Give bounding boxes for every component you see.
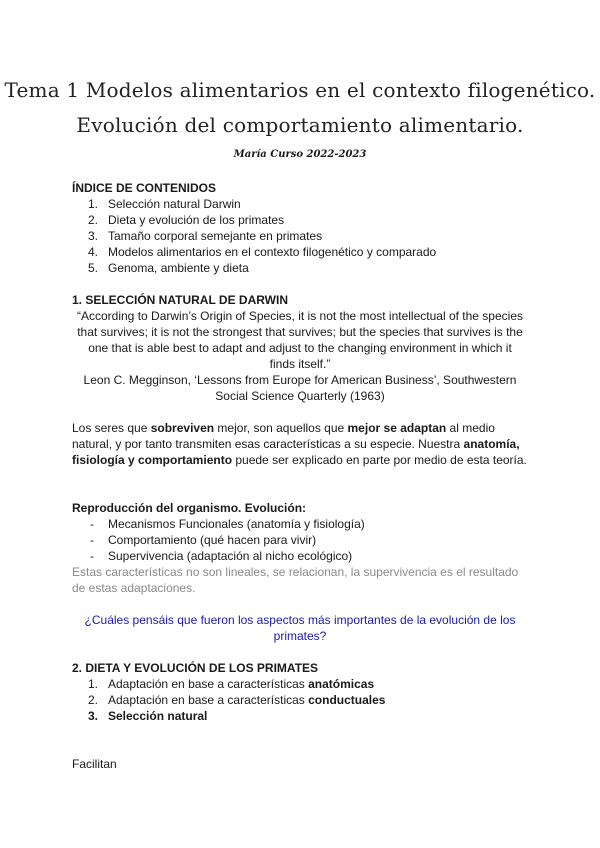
gray-note: Estas características no son lineales, se relacionan, la supervivencia es el resultado de estas adaptaciones. xyxy=(72,565,519,595)
list-item: - Comportamiento (qué hacen para vivir) xyxy=(90,533,317,547)
section-1-heading: 1. SELECCIÓN NATURAL DE DARWIN xyxy=(72,293,289,307)
index-list xyxy=(88,196,436,276)
reproduction-heading: Reproducción del organismo. Evolución: xyxy=(72,501,307,515)
index-item: 5. Genoma, ambiente y dieta xyxy=(88,261,249,275)
quote-citation: Leon C. Megginson, ‘Lessons from Europe for American Business’, Southwestern Social Science Quarterly (1963) xyxy=(83,373,517,403)
list-item: 2. Adaptación en base a características conductuales xyxy=(88,693,386,707)
section-2-list xyxy=(88,676,385,724)
darwin-quote: “According to Darwin’s Origin of Species, it is not the most intellectual of the species that survives; it is not the strongest that survives; but the species that survives is the one that is able best to adapt and adjust to the changing environment in which it finds itself.” xyxy=(77,309,523,371)
document-subtitle: María Curso 2022-2023 xyxy=(233,149,367,160)
index-heading: ÍNDICE DE CONTENIDOS xyxy=(72,181,217,195)
index-item: 3. Tamaño corporal semejante en primates xyxy=(88,229,323,243)
document-title-line-1: Tema 1 Modelos alimentarios en el contexto filogenético. xyxy=(4,78,596,102)
trailing-text: Facilitan xyxy=(72,757,117,771)
discussion-question: ¿Cuáles pensáis que fueron los aspectos más importantes de la evolución de los primates? xyxy=(84,613,516,643)
list-item: 1. Adaptación en base a características anatómicas xyxy=(88,677,375,691)
selection-paragraph: Los seres que sobreviven mejor, son aquellos que mejor se adaptan al medio natural, y por tanto transmiten esas características a su especie. Nuestra anatomía, fisiología y comportamiento puede ser explicado en parte por medio de esta teoría. xyxy=(72,421,527,467)
index-item: 2. Dieta y evolución de los primates xyxy=(88,213,285,227)
index-item: 4. Modelos alimentarios en el contexto filogenético y comparado xyxy=(88,245,437,259)
list-item: - Supervivencia (adaptación al nicho ecológico) xyxy=(90,549,353,563)
reproduction-list xyxy=(88,516,365,564)
list-item: 3. Selección natural xyxy=(88,709,208,723)
section-2-heading: 2. DIETA Y EVOLUCIÓN DE LOS PRIMATES xyxy=(72,661,319,675)
index-item: 1. Selección natural Darwin xyxy=(88,197,241,211)
list-item: - Mecanismos Funcionales (anatomía y fisiología) xyxy=(90,517,365,531)
document-title-line-2: Evolución del comportamiento alimentario. xyxy=(76,113,524,137)
